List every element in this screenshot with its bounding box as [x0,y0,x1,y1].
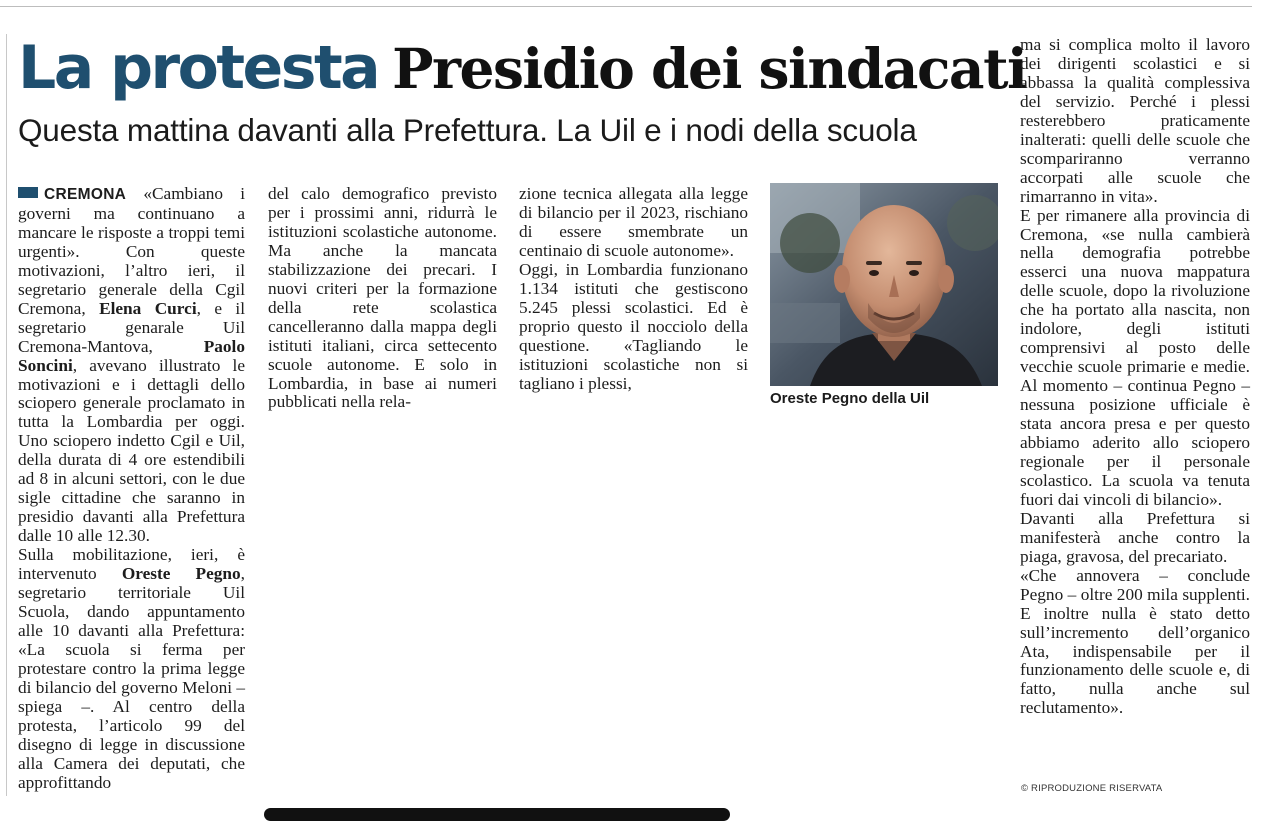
photo-caption: Oreste Pegno della Uil [770,390,930,407]
column-rule [6,34,7,796]
section-marker-icon [18,187,38,198]
paragraph: del calo demografico previsto per i prossimi anni, ridurrà le istituzioni scolastiche autonome. Ma anche la mancata stabilizzazione dei precari. I nuovi criteri per la formazione della rete scolastica cancelleranno dalla mappa degli istituti italiani, circa settecento scuole autonome. E solo in Lombardia, in base ai numeri pubblicati nella rela- [268,184,497,412]
article-column-4 [1020,36,1250,718]
horizontal-scrollbar[interactable] [264,808,730,821]
dateline: CREMONA [44,186,127,203]
copyright-notice: © RIPRODUZIONE RISERVATA [1021,783,1163,794]
article-column-1 [18,185,245,793]
article-column-3 [519,185,748,393]
paragraph: Davanti alla Prefettura si manifesterà anche contro la piaga, gravosa, del precariato. [1020,508,1250,566]
person-name: Oreste Pegno [121,564,241,584]
subtitle: Questa mattina davanti alla Prefettura. La Uil e i nodi della scuola [18,112,917,148]
portrait-photo [770,183,998,386]
paragraph: E per rimanere alla provincia di Cremona, «se nulla cambierà nella demografia potrebbe esserci una nuova mappatura delle scuole, dopo la rivoluzione che ha portato alla nascita, non indolore, degli istituti comprensivi al posto delle vecchie scuole primarie e medie. Al momento – continua Pegno – nessuna posizione ufficiale è stata ancora presa e per questo abbiamo aderito allo sciopero regionale per il personale scolastico. La scuola va tenuta fuori dai vincoli di bilancio». [1020,205,1250,509]
paragraph: zione tecnica allegata alla legge di bilancio per il 2023, rischiano di essere smembrate un centinaio di scuole autonome». [519,184,748,260]
paragraph: Oggi, in Lombardia funzionano 1.134 istituti che gestiscono 5.245 plessi scolastici. Ed è proprio questo il nocciolo della questione. «Tagliando le istituzioni scolastiche non si tagliano i plessi, [519,259,748,393]
headline [18,28,1027,108]
headline-kicker: La protesta [18,33,379,103]
person-name: Paolo Soncini [18,336,245,375]
paragraph: ma si complica molto il lavoro dei dirigenti scolastici e si abbassa la qualità complessiva del servizio. Perché i plessi resterebbero praticamente inalterati: quelli delle scuole che scompariranno verranno accorpati alle scuole che rimarranno in vita». [1020,35,1250,206]
top-rule [0,6,1252,7]
paragraph: Sulla mobilitazione, ieri, è intervenuto Oreste Pegno, segretario territoriale Uil Scuola, dando appuntamento alle 10 davanti alla Prefettura: «La scuola si ferma per protestare contro la prima legge di bilancio del governo Meloni – spiega –. Al centro della protesta, l’articolo 99 del disegno di legge in discussione alla Camera dei deputati, che approfittando [18,545,246,792]
headline-title: Presidio dei sindacati [392,36,1027,101]
paragraph: CREMONA «Cambiano i governi ma continuano a mancare le risposte a troppi temi urgenti». Con queste motivazioni, l’altro ieri, il segretario generale della Cgil Cremona, Elena Curci, e il segretario genarale Uil Cremona-Mantova, Paolo Soncini, avevano illustrato le motivazioni e i dettagli dello sciopero generale proclamato in tutta la Lombardia per oggi. Uno sciopero indetto Cgil e Uil, della durata di 4 ore estendibili ad 8 in alcuni settori, con le due sigle cittadine che saranno in presidio davanti alla Prefettura dalle 10 alle 12.30. [18,184,245,546]
person-name: Elena Curci [99,298,197,318]
paragraph: «Che annovera – conclude Pegno – oltre 200 mila supplenti. E inoltre nulla è stato detto sull’incremento dell’organico Ata, indispensabile per il funzionamento delle scuole e, di fatto, nulla anche sul reclutamento». [1020,565,1250,718]
article-column-2 [268,185,497,412]
